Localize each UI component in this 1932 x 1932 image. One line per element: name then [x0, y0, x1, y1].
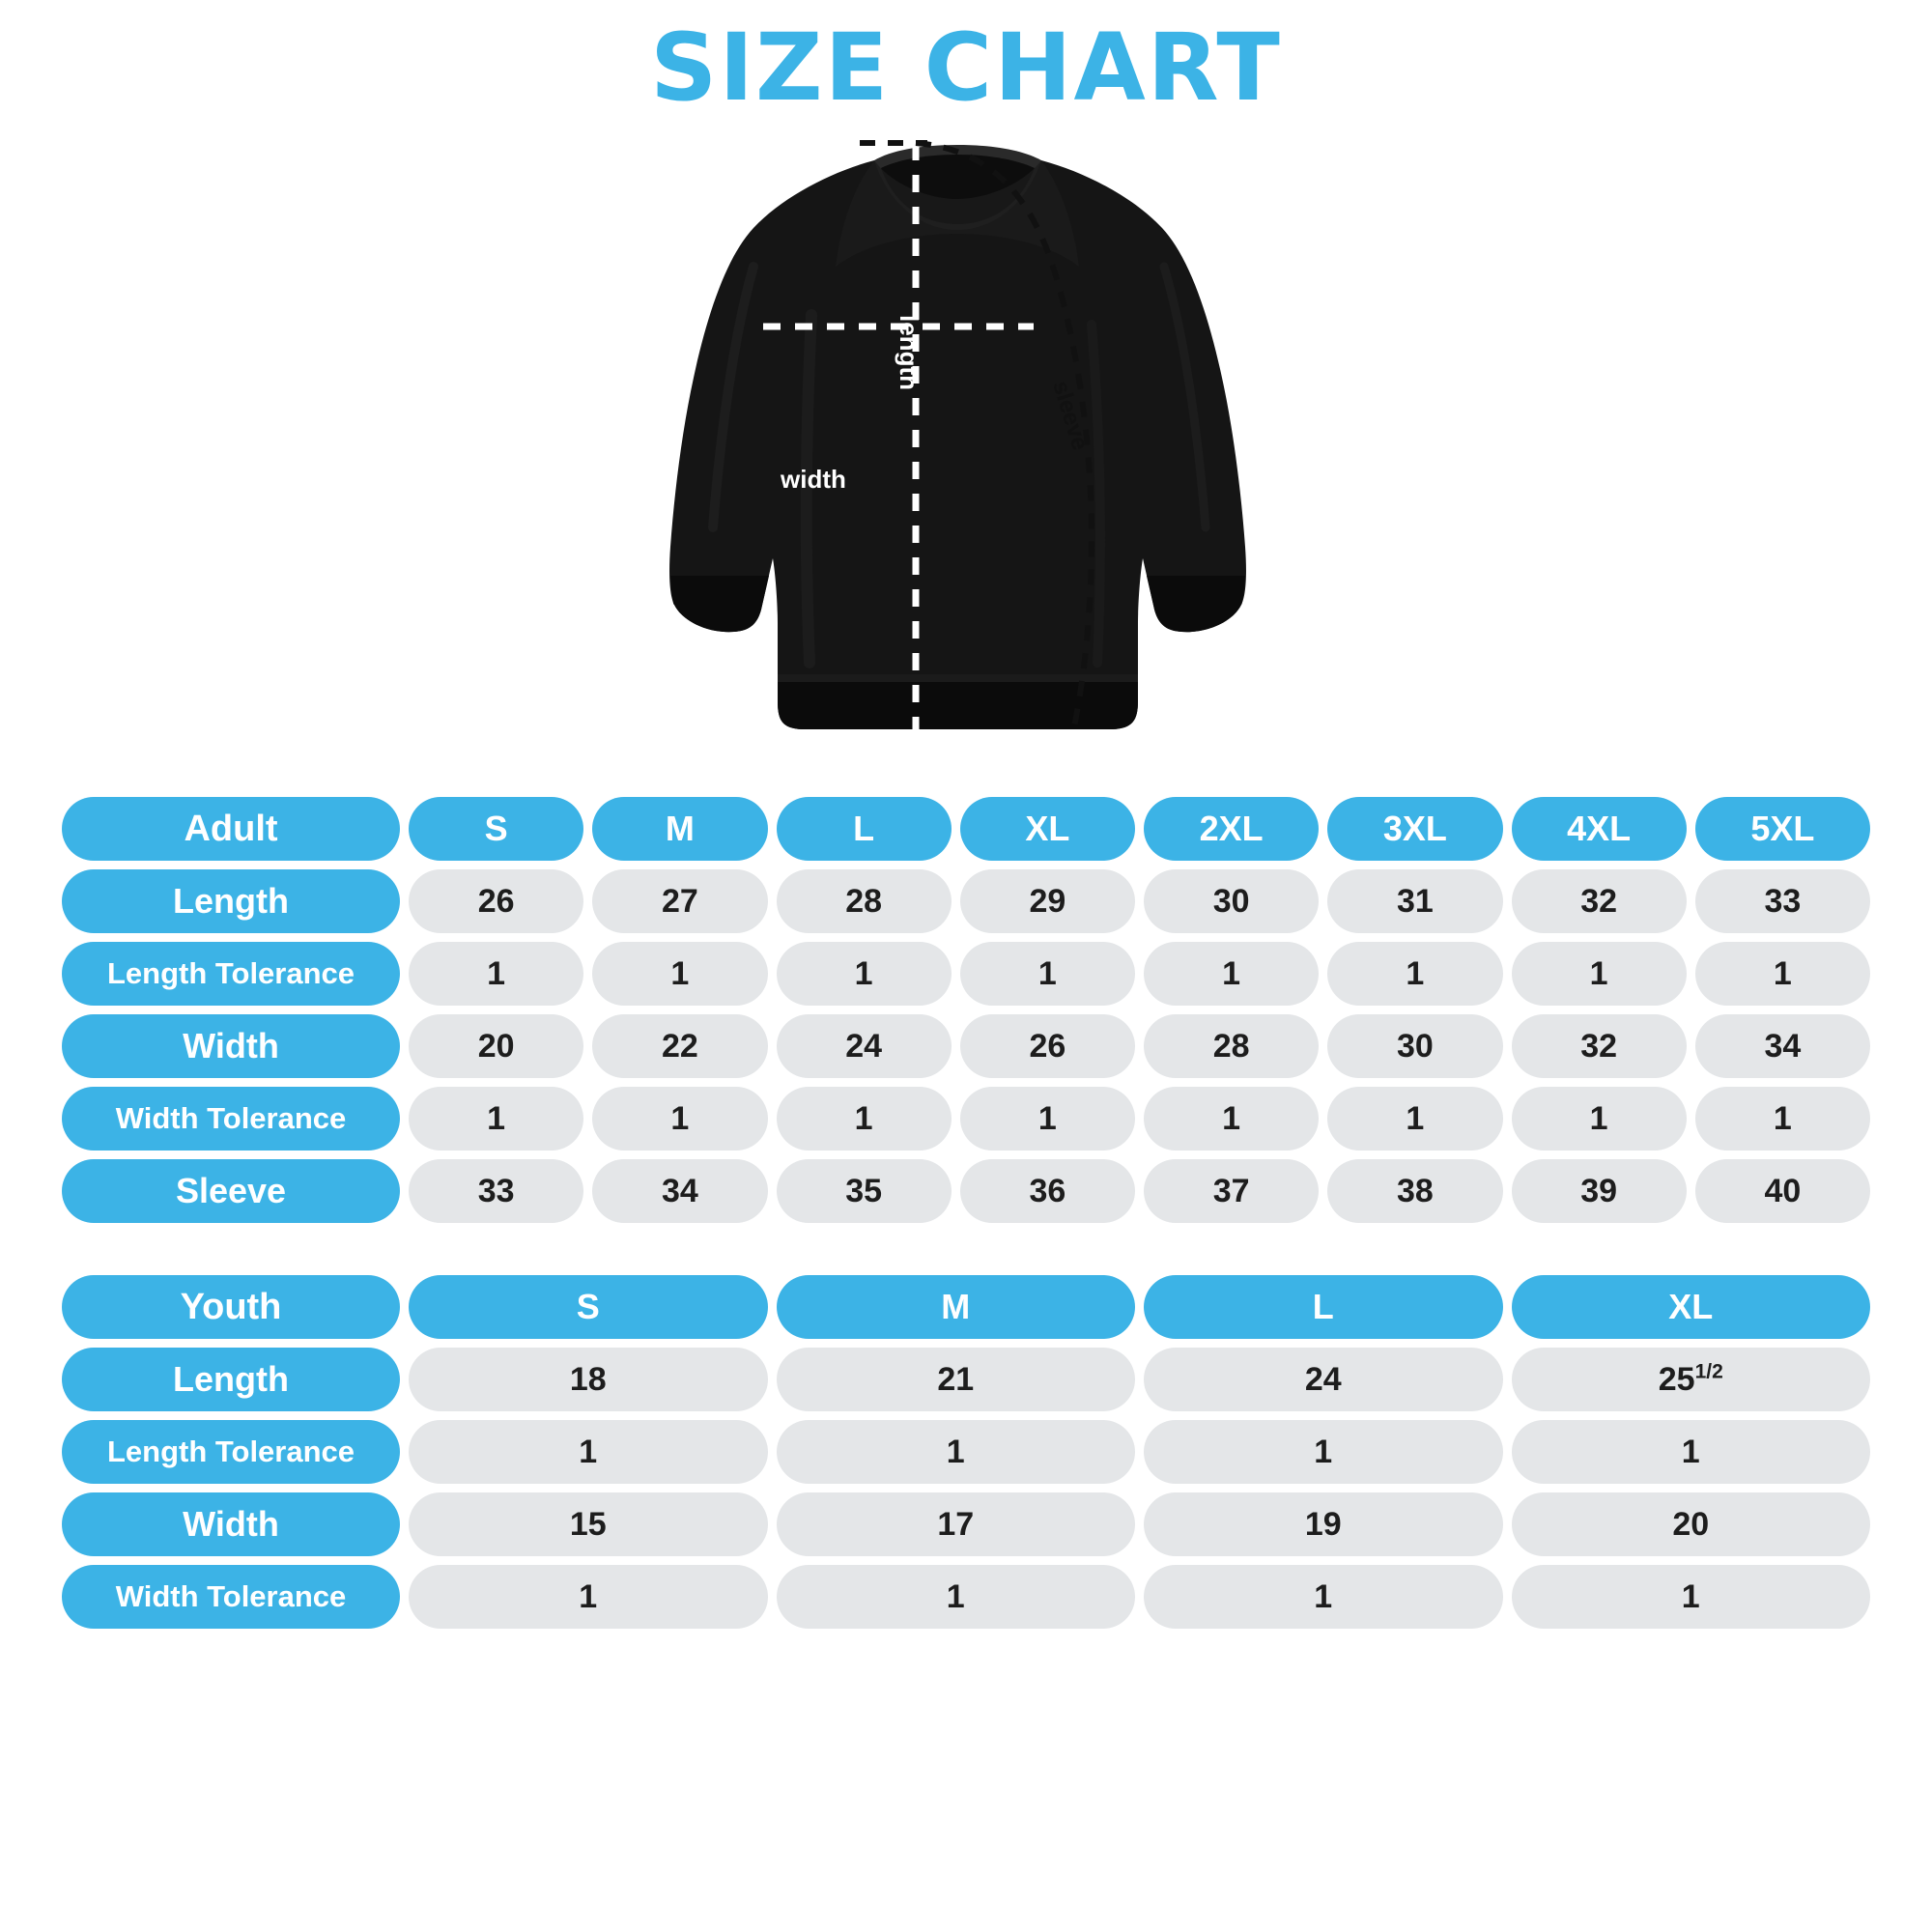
- adult-sleeve-4xl: 39: [1512, 1159, 1687, 1223]
- youth-length-tol-l: 1: [1144, 1420, 1503, 1484]
- adult-length-m: 27: [592, 869, 767, 933]
- length-label: length: [895, 315, 923, 390]
- youth-width-xl: 20: [1512, 1492, 1871, 1556]
- adult-sleeve-2xl: 37: [1144, 1159, 1319, 1223]
- adult-length-l: 28: [777, 869, 952, 933]
- youth-width-tol-m: 1: [777, 1565, 1136, 1629]
- adult-length-tol-5xl: 1: [1695, 942, 1870, 1006]
- youth-length-xl: [1512, 1348, 1871, 1411]
- adult-row-length-tolerance-label: Length Tolerance: [62, 942, 400, 1006]
- adult-length-2xl: 30: [1144, 869, 1319, 933]
- adult-col-m: M: [592, 797, 767, 861]
- adult-row-width-label: Width: [62, 1014, 400, 1078]
- table-row-header: [62, 797, 1870, 861]
- table-row: [62, 1565, 1870, 1629]
- adult-row-width-tolerance-label: Width Tolerance: [62, 1087, 400, 1151]
- table-row: [62, 942, 1870, 1006]
- adult-sleeve-l: 35: [777, 1159, 952, 1223]
- adult-width-tol-xl: 1: [960, 1087, 1135, 1151]
- youth-width-s: 15: [409, 1492, 768, 1556]
- adult-length-tol-4xl: 1: [1512, 942, 1687, 1006]
- page-title: SIZE CHART: [650, 14, 1282, 122]
- adult-width-tol-s: 1: [409, 1087, 583, 1151]
- youth-width-tol-l: 1: [1144, 1565, 1503, 1629]
- youth-col-xl: XL: [1512, 1275, 1871, 1339]
- sleeve-label: sleeve: [1047, 378, 1094, 454]
- adult-col-s: S: [409, 797, 583, 861]
- adult-length-tol-s: 1: [409, 942, 583, 1006]
- youth-col-s: S: [409, 1275, 768, 1339]
- sweatshirt-graphic: [638, 122, 1294, 779]
- youth-row-width-label: Width: [62, 1492, 400, 1556]
- adult-col-2xl: 2XL: [1144, 797, 1319, 861]
- adult-width-tol-4xl: 1: [1512, 1087, 1687, 1151]
- table-row: [62, 1492, 1870, 1556]
- table-row-header: [62, 1275, 1870, 1339]
- youth-row-length-tolerance-label: Length Tolerance: [62, 1420, 400, 1484]
- youth-width-tol-s: 1: [409, 1565, 768, 1629]
- youth-length-tol-s: 1: [409, 1420, 768, 1484]
- youth-length-xl-value: $25^{1/2}$: [1658, 1360, 1723, 1398]
- adult-width-2xl: 28: [1144, 1014, 1319, 1078]
- adult-width-tol-5xl: 1: [1695, 1087, 1870, 1151]
- adult-length-tol-2xl: 1: [1144, 942, 1319, 1006]
- youth-length-s: 18: [409, 1348, 768, 1411]
- adult-length-4xl: 32: [1512, 869, 1687, 933]
- table-row: [62, 1014, 1870, 1078]
- garment-illustration: [53, 122, 1879, 788]
- table-row: [62, 1420, 1870, 1484]
- table-row: [62, 869, 1870, 933]
- youth-width-tol-xl: 1: [1512, 1565, 1871, 1629]
- adult-width-m: 22: [592, 1014, 767, 1078]
- adult-col-5xl: 5XL: [1695, 797, 1870, 861]
- adult-length-s: 26: [409, 869, 583, 933]
- adult-width-s: 20: [409, 1014, 583, 1078]
- youth-row-width-tolerance-label: Width Tolerance: [62, 1565, 400, 1629]
- adult-row-sleeve-label: Sleeve: [62, 1159, 400, 1223]
- width-label: width: [781, 465, 846, 494]
- table-row: [62, 1087, 1870, 1151]
- adult-width-5xl: 34: [1695, 1014, 1870, 1078]
- youth-length-l: 24: [1144, 1348, 1503, 1411]
- adult-width-tol-l: 1: [777, 1087, 952, 1151]
- adult-col-4xl: 4XL: [1512, 797, 1687, 861]
- adult-length-tol-xl: 1: [960, 942, 1135, 1006]
- adult-sleeve-xl: 36: [960, 1159, 1135, 1223]
- table-row: [62, 1348, 1870, 1411]
- adult-length-xl: 29: [960, 869, 1135, 933]
- youth-corner-label: Youth: [62, 1275, 400, 1339]
- youth-length-tol-xl: 1: [1512, 1420, 1871, 1484]
- adult-width-3xl: 30: [1327, 1014, 1502, 1078]
- adult-sleeve-m: 34: [592, 1159, 767, 1223]
- adult-sleeve-5xl: 40: [1695, 1159, 1870, 1223]
- adult-col-l: L: [777, 797, 952, 861]
- youth-col-m: M: [777, 1275, 1136, 1339]
- youth-length-tol-m: 1: [777, 1420, 1136, 1484]
- adult-row-length-label: Length: [62, 869, 400, 933]
- adult-length-tol-l: 1: [777, 942, 952, 1006]
- youth-width-l: 19: [1144, 1492, 1503, 1556]
- adult-width-xl: 26: [960, 1014, 1135, 1078]
- adult-width-4xl: 32: [1512, 1014, 1687, 1078]
- youth-length-m: 21: [777, 1348, 1136, 1411]
- adult-width-tol-3xl: 1: [1327, 1087, 1502, 1151]
- youth-row-length-label: Length: [62, 1348, 400, 1411]
- youth-col-l: L: [1144, 1275, 1503, 1339]
- adult-width-l: 24: [777, 1014, 952, 1078]
- adult-col-3xl: 3XL: [1327, 797, 1502, 861]
- adult-length-5xl: 33: [1695, 869, 1870, 933]
- adult-length-3xl: 31: [1327, 869, 1502, 933]
- adult-width-tol-2xl: 1: [1144, 1087, 1319, 1151]
- table-row: [62, 1159, 1870, 1223]
- adult-sleeve-3xl: 38: [1327, 1159, 1502, 1223]
- youth-width-m: 17: [777, 1492, 1136, 1556]
- adult-corner-label: Adult: [62, 797, 400, 861]
- adult-sleeve-s: 33: [409, 1159, 583, 1223]
- adult-length-tol-3xl: 1: [1327, 942, 1502, 1006]
- adult-length-tol-m: 1: [592, 942, 767, 1006]
- adult-col-xl: XL: [960, 797, 1135, 861]
- table-spacer: [53, 1232, 1879, 1266]
- adult-size-table: [53, 788, 1879, 1232]
- adult-width-tol-m: 1: [592, 1087, 767, 1151]
- youth-size-table: [53, 1266, 1879, 1637]
